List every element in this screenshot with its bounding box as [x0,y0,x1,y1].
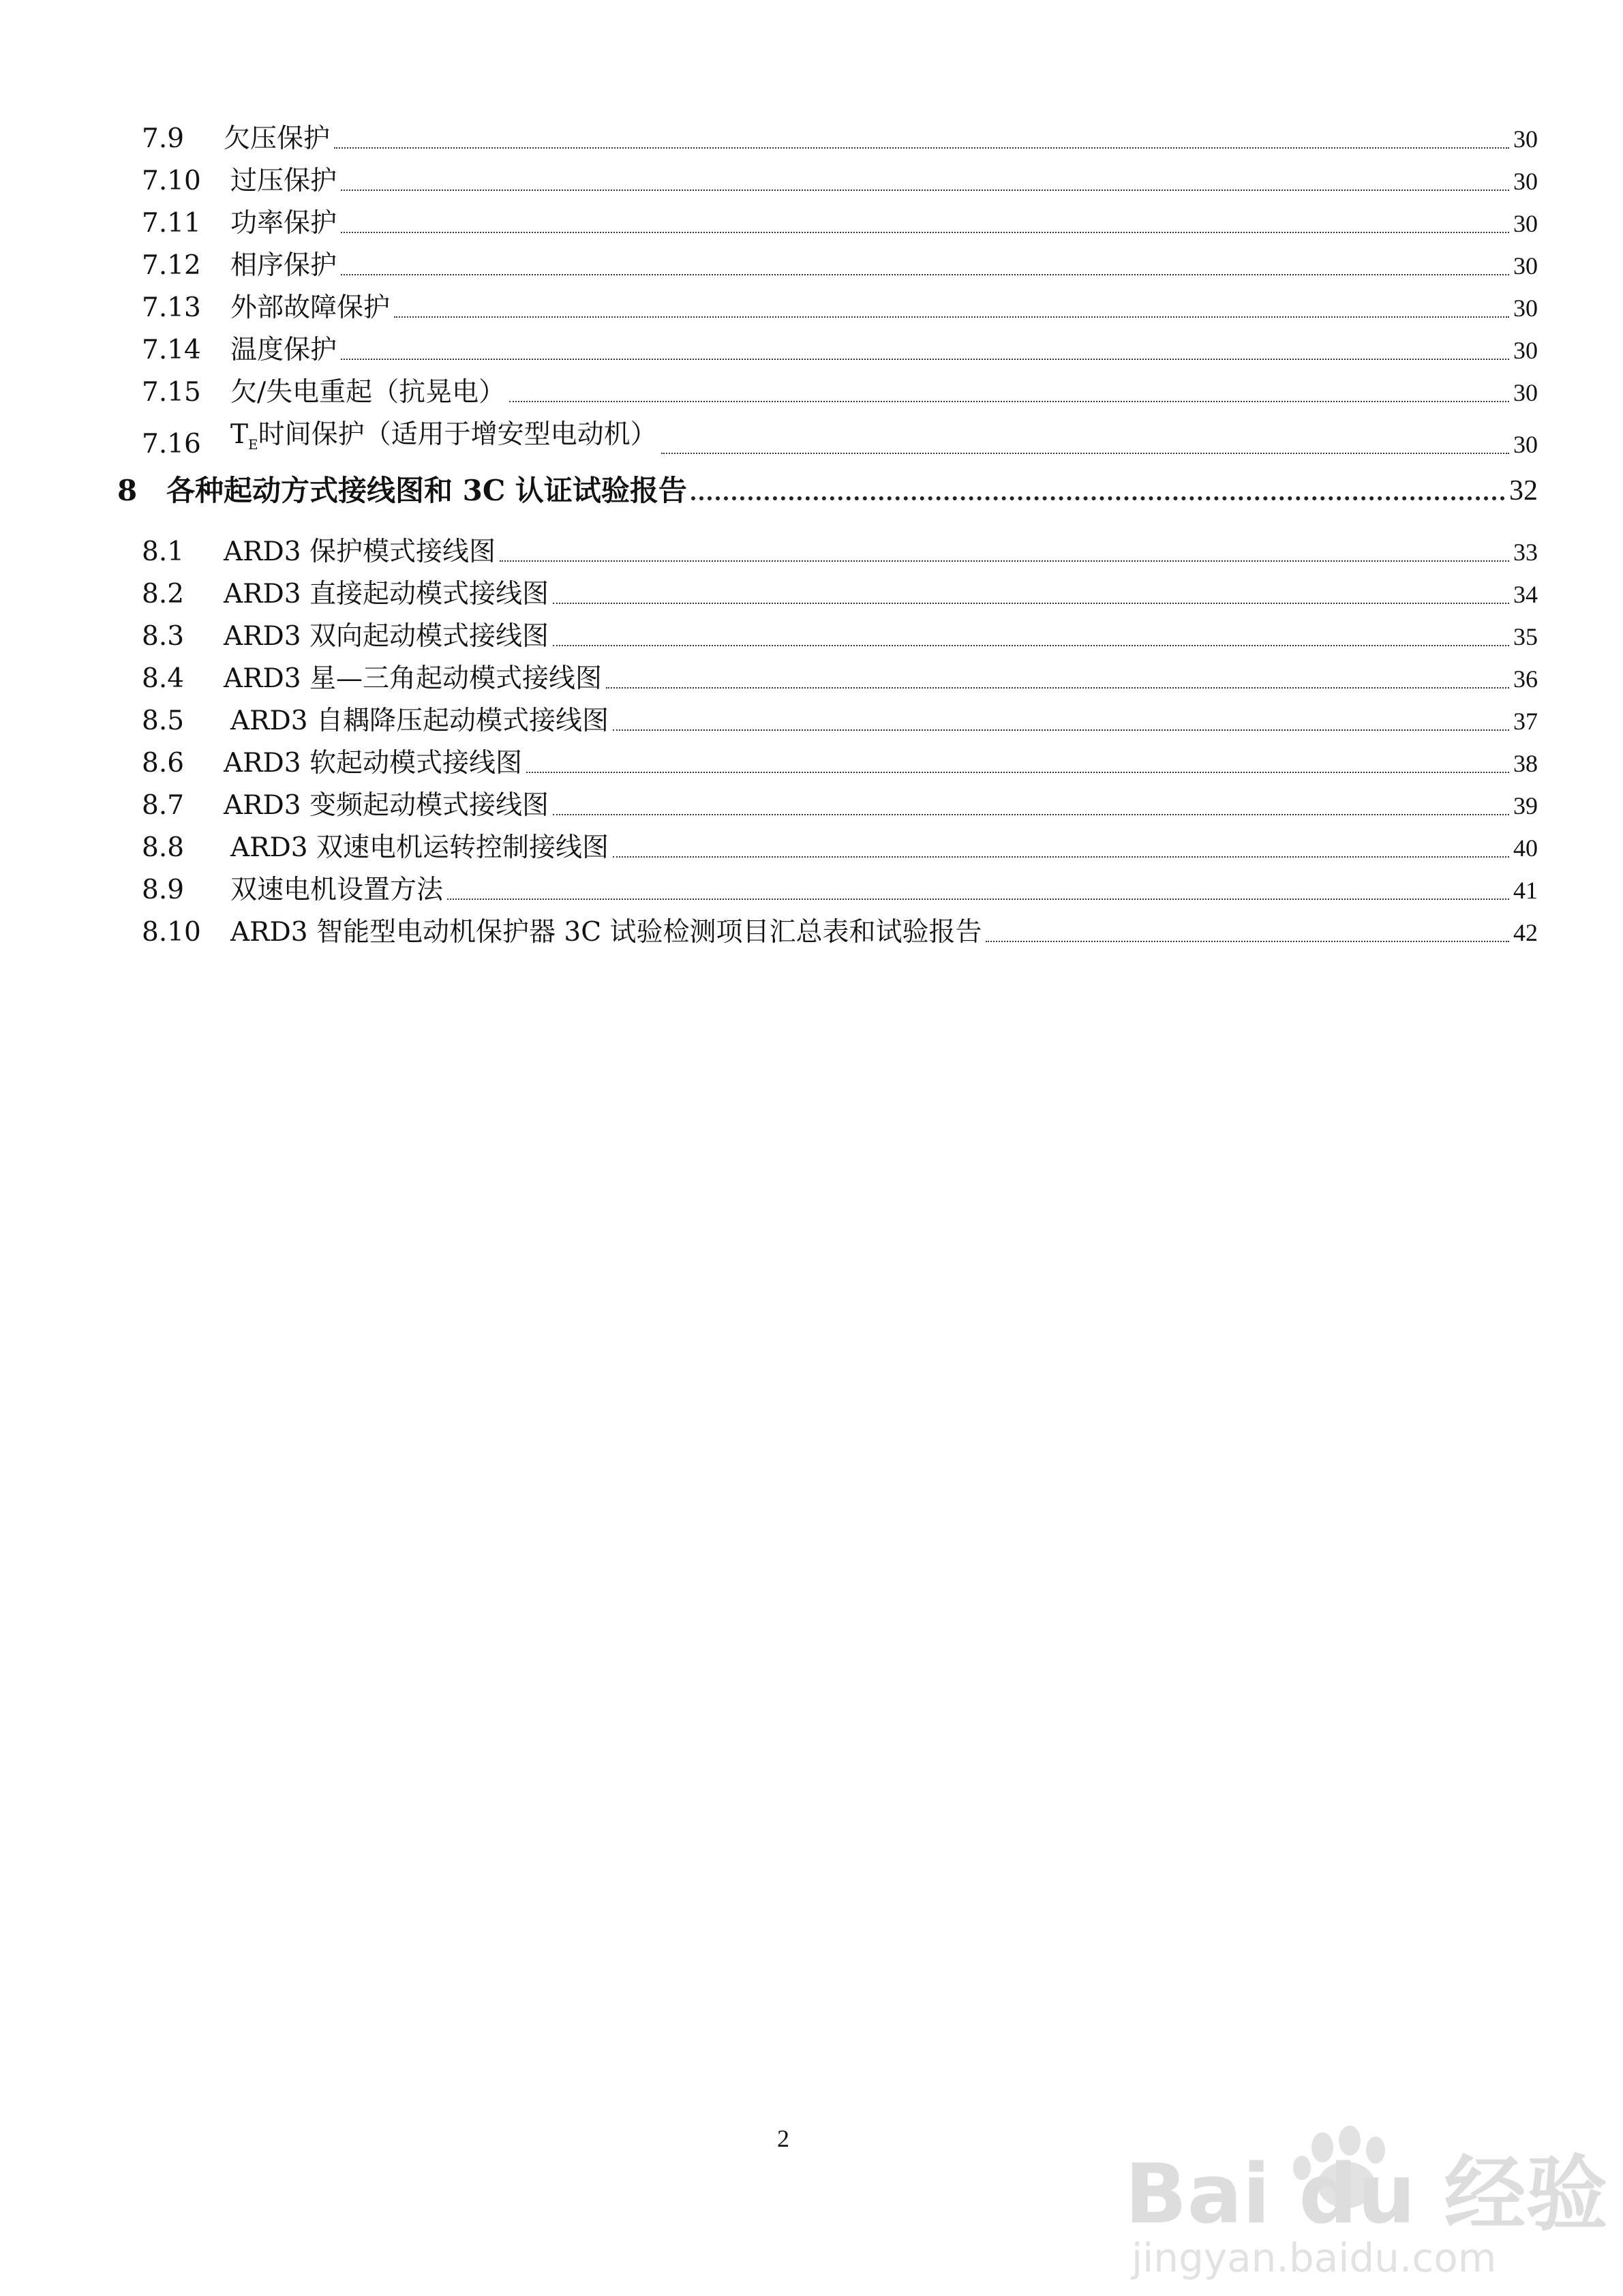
toc-entry-number: 7.12 [142,250,201,281]
toc-entry[interactable] [142,788,1538,824]
dot-leader [341,274,1509,275]
toc-entry-page: 30 [1513,379,1538,406]
toc-entry-page: 30 [1513,337,1538,364]
dot-leader [613,729,1509,731]
toc-entry[interactable] [142,248,1538,284]
toc-entry-number: 8.9 [142,875,185,905]
toc-entry-title: 欠压保护 [224,123,331,154]
toc-entry[interactable] [142,704,1538,739]
toc-entry-page: 30 [1513,168,1538,195]
toc-entry[interactable] [142,333,1538,368]
dot-leader [553,603,1509,604]
dot-leader [341,359,1509,360]
dot-leader [986,941,1509,942]
toc-entry[interactable] [142,746,1538,781]
toc-entry[interactable] [142,577,1538,612]
te-subscript: E [248,436,258,453]
toc-entry-number: 8.4 [142,663,185,694]
dot-leader [394,316,1509,318]
watermark-url: jingyan.baidu.com [1132,2235,1497,2281]
toc-entry-title: ARD3 软起动模式接线图 [224,748,523,779]
toc-entry-number: 8.6 [142,748,185,779]
toc-entry-number: 7.16 [142,428,201,459]
toc-entry-number: 7.13 [142,292,201,323]
toc-entry-number: 8.1 [142,537,185,567]
toc-entry-number: 8.10 [142,917,201,948]
toc-entry-number: 8.8 [142,832,185,863]
toc-chapter-title: 各种起动方式接线图和 3C 认证试验报告 [166,474,687,507]
toc-entry-number: 8.3 [142,621,185,652]
watermark-logo: Bai du 经验 [1125,2147,1608,2242]
toc-entry-page: 33 [1513,539,1538,566]
toc-entry-page: 34 [1513,581,1538,608]
toc-entry-page: 42 [1513,919,1538,946]
toc-entry-number: 8.2 [142,579,185,609]
toc-entry-title: 过压保护 [230,166,337,196]
toc-entry-page: 39 [1513,792,1538,819]
toc-entry[interactable] [142,830,1538,866]
toc-entry-page: 30 [1513,430,1538,458]
toc-entry-title: ARD3 变频起动模式接线图 [224,790,549,821]
toc-entry-title [230,417,657,462]
toc-entry-title: ARD3 双速电机运转控制接线图 [230,832,609,863]
dot-leader [447,898,1509,900]
toc-entry-page: 40 [1513,834,1538,862]
dot-leader [509,401,1509,402]
toc-entry-page: 35 [1513,623,1538,650]
toc-entry[interactable] [142,915,1538,950]
baidu-jingyan-watermark [1118,2120,1608,2281]
toc-entry[interactable] [142,417,1538,462]
toc-entry-page: 38 [1513,750,1538,777]
toc-entry-page: 30 [1513,294,1538,322]
toc-entry-number: 7.11 [142,208,201,239]
toc-entry-title: 双速电机设置方法 [230,875,444,905]
toc-entry[interactable] [142,206,1538,241]
toc-entry-page: 30 [1513,252,1538,280]
toc-entry[interactable] [142,619,1538,654]
toc-entry-title-text: 时间保护（适用于增安型电动机） [258,419,657,450]
toc-entry-title: 相序保护 [230,250,337,281]
toc-entry-title: 外部故障保护 [230,292,391,323]
toc-entry[interactable] [142,534,1538,570]
dot-leader [334,147,1509,149]
toc-chapter-number: 8 [117,474,138,507]
dot-leader [553,645,1509,646]
dot-leader [526,772,1509,773]
dot-leader [500,560,1509,562]
te-symbol: T [230,419,249,450]
dot-leader [341,190,1509,191]
dot-leader [341,232,1509,233]
dot-leader [606,687,1509,689]
toc-entry-number: 7.14 [142,335,201,365]
toc-entry-title: ARD3 保护模式接线图 [224,537,496,567]
toc-entry-title: 欠/失电重起（抗晃电） [230,377,506,408]
toc-entry-number: 7.10 [142,166,201,196]
toc-entry-title: ARD3 智能型电动机保护器 3C 试验检测项目汇总表和试验报告 [230,917,982,948]
toc-entry-number: 7.15 [142,377,201,408]
toc-entry[interactable] [142,873,1538,908]
toc-chapter-page: 32 [1509,475,1538,507]
toc-entry-number: 7.9 [142,123,185,154]
toc-entry-title: ARD3 自耦降压起动模式接线图 [230,706,609,736]
toc-entry[interactable] [142,290,1538,326]
page-number: 2 [777,2125,789,2152]
toc-entry[interactable] [142,375,1538,410]
toc-entry-number: 8.7 [142,790,185,821]
toc-entry[interactable] [142,121,1538,157]
toc-entry-title: ARD3 星—三角起动模式接线图 [224,663,603,694]
dot-leader [691,496,1505,500]
toc-entry-page: 41 [1513,877,1538,904]
toc-entry-page: 30 [1513,125,1538,153]
toc-entry-title: ARD3 双向起动模式接线图 [224,621,549,652]
toc-entry-title: ARD3 直接起动模式接线图 [224,579,549,609]
dot-leader [613,856,1509,858]
toc-entry-title: 温度保护 [230,335,337,365]
toc-entry[interactable] [142,164,1538,199]
dot-leader [553,814,1509,815]
toc-entry-title: 功率保护 [230,208,337,239]
toc-entry[interactable] [142,661,1538,697]
toc-entry-number: 8.5 [142,706,185,736]
toc-entry-page: 30 [1513,210,1538,237]
toc-chapter-entry[interactable] [117,473,1538,509]
toc-entry-page: 36 [1513,665,1538,693]
toc-entry-page: 37 [1513,708,1538,735]
dot-leader [661,453,1509,454]
